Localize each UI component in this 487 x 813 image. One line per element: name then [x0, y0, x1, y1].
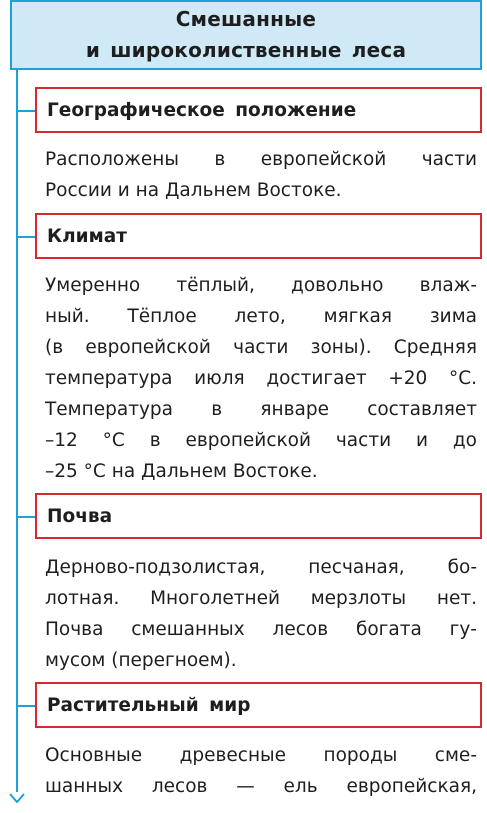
text-line: Температура в январе составляет: [45, 399, 477, 420]
section-heading-soil: Почва: [35, 493, 482, 539]
section-text-geography: [45, 144, 477, 206]
text-line: мусом (перегноем).: [45, 650, 237, 671]
topic-title-line-2: и широколиственные леса: [85, 38, 407, 62]
text-line: Умеренно тёплый, довольно влаж-: [45, 275, 477, 296]
flow-line: [16, 70, 18, 792]
section-heading-flora: Растительный мир: [35, 682, 482, 728]
section-heading-geography: Географическое положение: [35, 87, 482, 133]
text-line: –12 °С в европейской части и до: [45, 430, 477, 451]
connector: [17, 705, 35, 707]
section-text-climate: [45, 270, 477, 487]
text-line: (в европейской части зоны). Средняя: [45, 337, 477, 358]
text-line: Почва смешанных лесов богата гу-: [45, 619, 477, 640]
topic-title-box: [10, 0, 482, 70]
section-text-flora: [45, 740, 477, 802]
arrow-down-icon: [8, 792, 26, 805]
connector: [17, 516, 35, 518]
topic-title-line-1: Смешанные: [175, 7, 317, 31]
text-line: шанных лесов — ель европейская,: [45, 776, 477, 797]
section-heading-climate: Климат: [35, 213, 482, 259]
section-text-soil: [45, 552, 477, 676]
text-line: температура июля достигает +20 °С.: [45, 368, 477, 389]
connector: [17, 236, 35, 238]
text-line: Основные древесные породы сме-: [45, 745, 477, 766]
text-line: лотная. Многолетней мерзлоты нет.: [45, 588, 477, 609]
text-line: –25 °С на Дальнем Востоке.: [45, 461, 318, 482]
connector: [17, 110, 35, 112]
text-line: Расположены в европейской части: [45, 149, 477, 170]
text-line: России и на Дальнем Востоке.: [45, 180, 342, 201]
text-line: ный. Тёплое лето, мягкая зима: [45, 306, 477, 327]
text-line: Дерново-подзолистая, песчаная, бо-: [45, 557, 477, 578]
